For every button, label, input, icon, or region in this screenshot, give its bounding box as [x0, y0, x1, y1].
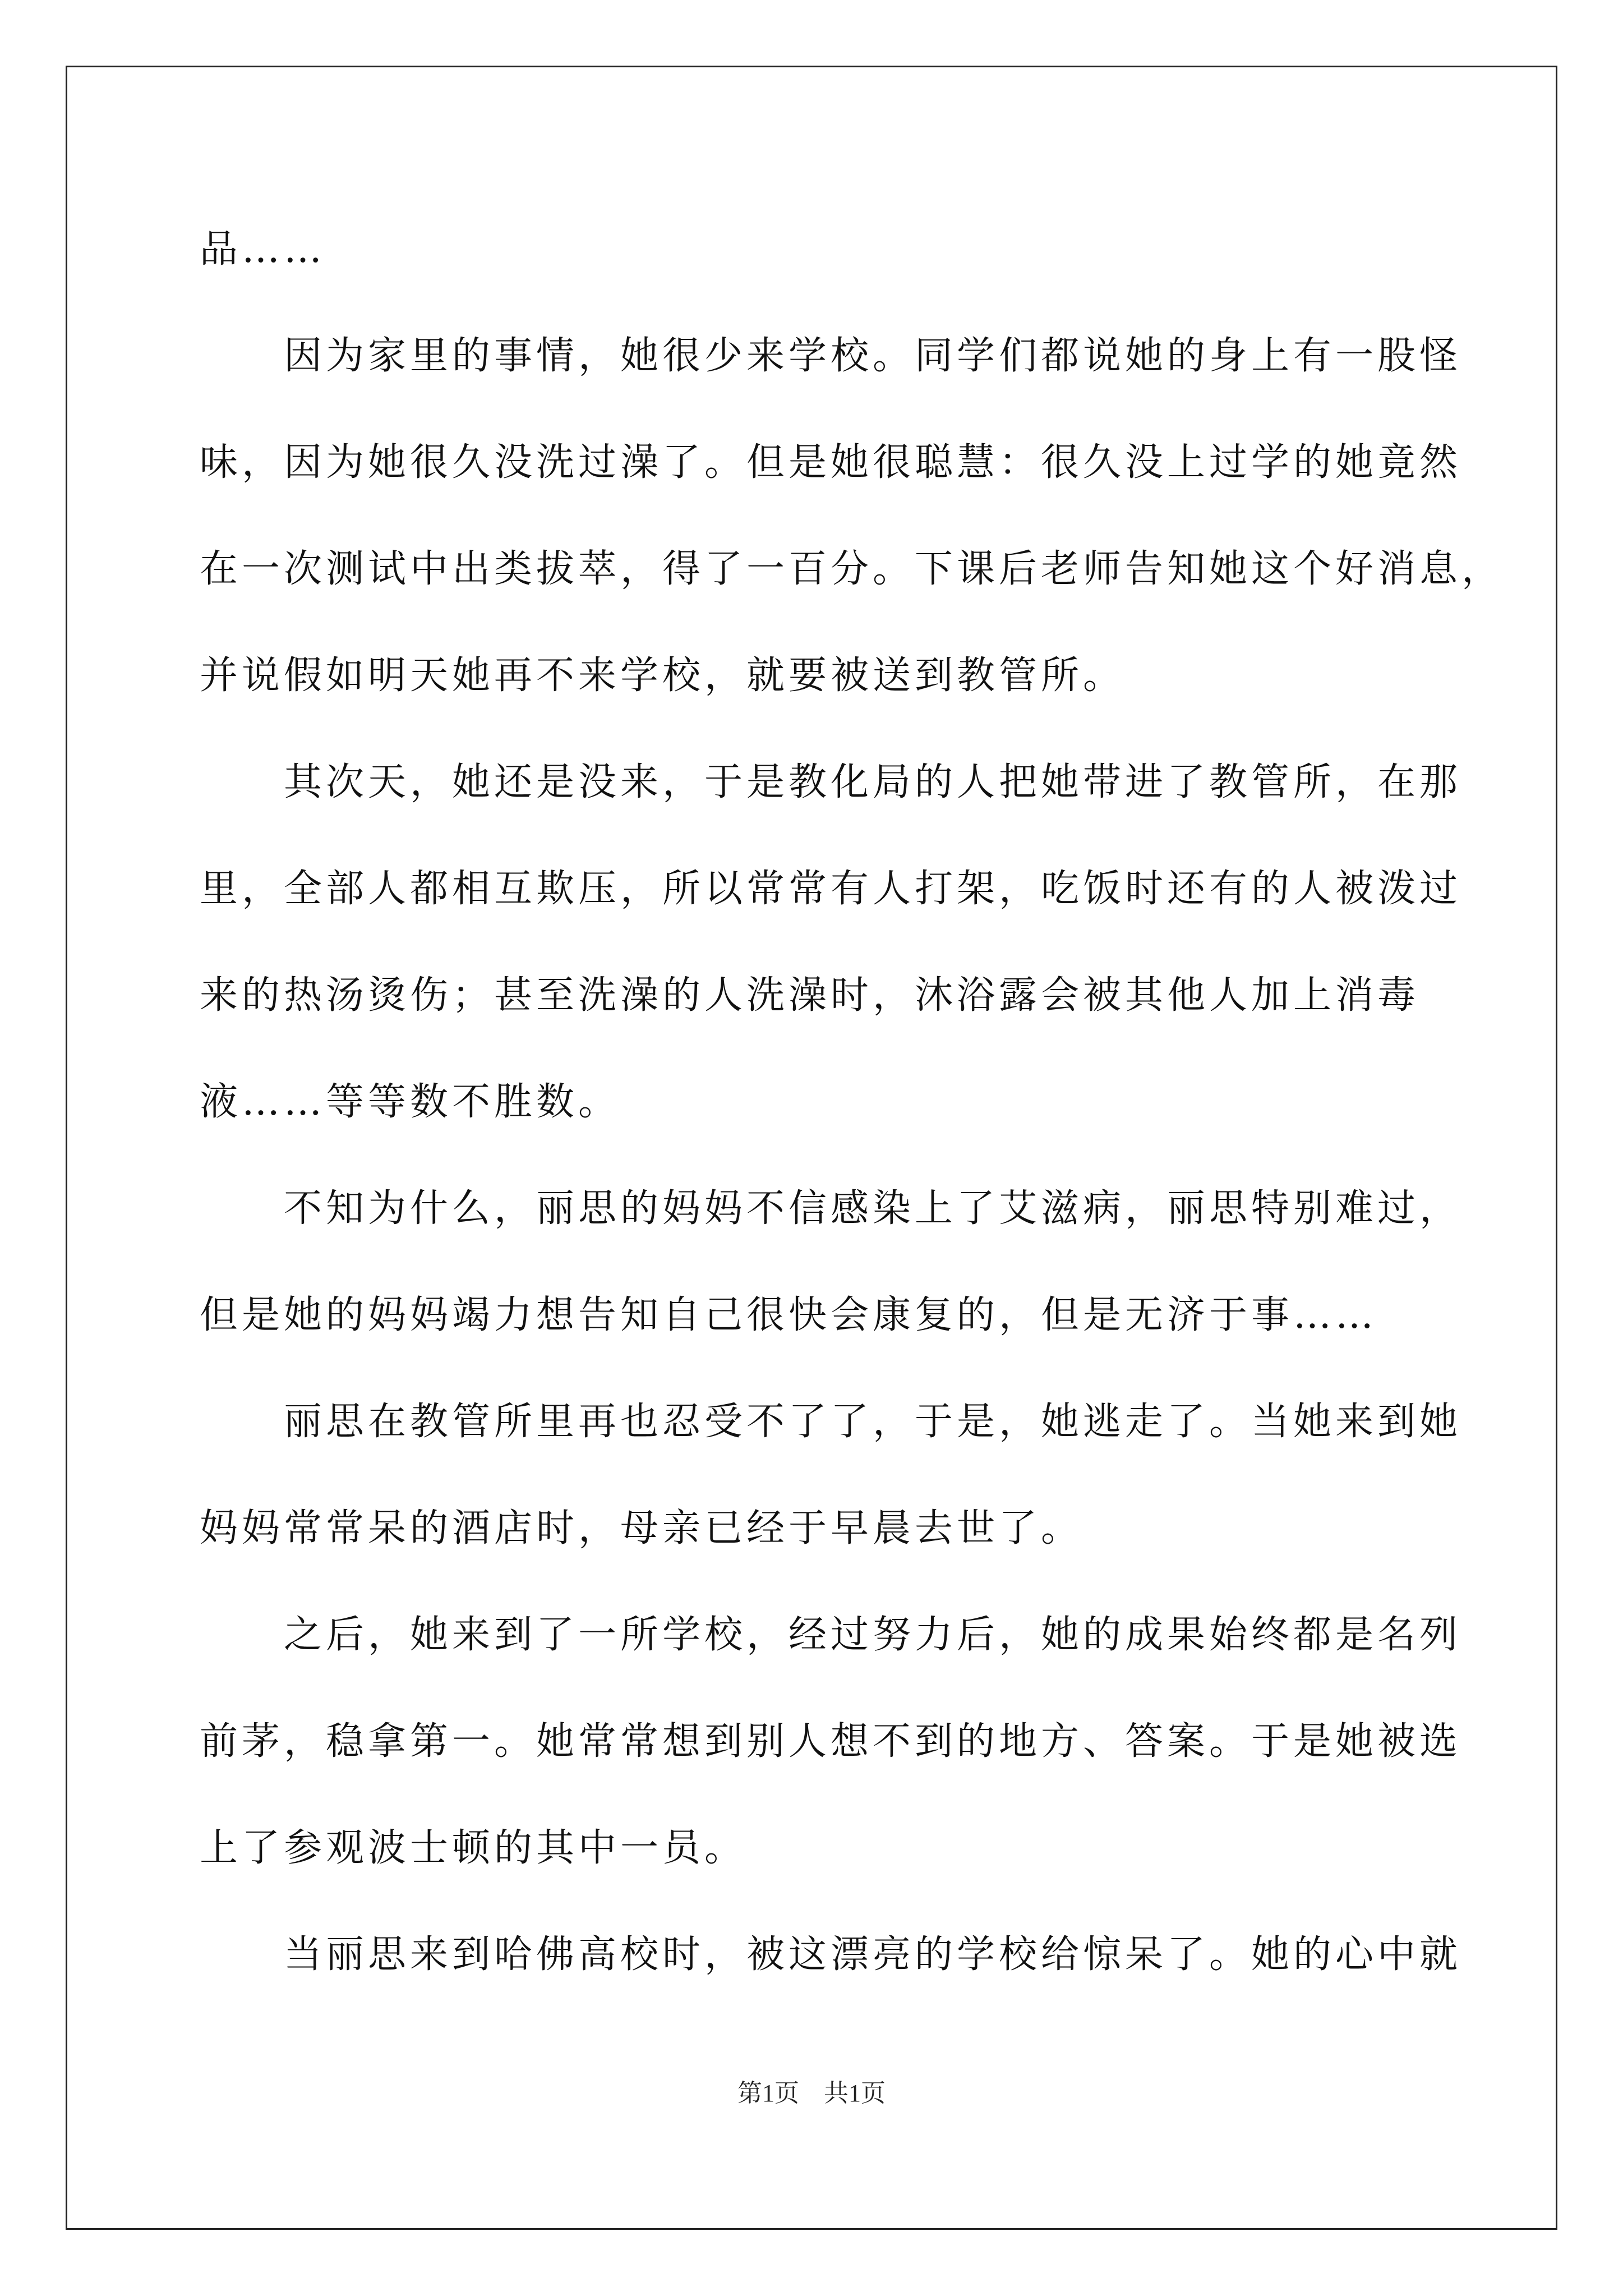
text-line: 里，全部人都相互欺压，所以常常有人打架，吃饭时还有的人被泼过	[200, 867, 1462, 911]
text-line: 上了参观波士顿的其中一员。	[200, 1826, 747, 1870]
text-line: 不知为什么，丽思的妈妈不信感染上了艾滋病，丽思特别难过，	[284, 1186, 1462, 1231]
document-body	[200, 210, 1504, 2022]
text-line: 前茅，稳拿第一。她常常想到别人想不到的地方、答案。于是她被选	[200, 1719, 1462, 1764]
text-line: 其次天，她还是没来，于是教化局的人把她带进了教管所，在那	[284, 760, 1462, 804]
text-line: 并说假如明天她再不来学校，就要被送到教管所。	[200, 654, 1126, 698]
text-line: 但是她的妈妈竭力想告知自己很快会康复的，但是无济于事……	[200, 1293, 1378, 1337]
text-line: 液……等等数不胜数。	[200, 1080, 621, 1124]
page-footer	[0, 2073, 1623, 2109]
text-line: 来的热汤烫伤；甚至洗澡的人洗澡时，沐浴露会被其他人加上消毒	[200, 973, 1420, 1018]
text-line: 因为家里的事情，她很少来学校。同学们都说她的身上有一股怪	[284, 334, 1462, 378]
text-line: 味，因为她很久没洗过澡了。但是她很聪慧：很久没上过学的她竟然	[200, 440, 1462, 485]
text-line: 在一次测试中出类拔萃，得了一百分。下课后老师告知她这个好消息，	[200, 547, 1504, 591]
text-line: 妈妈常常呆的酒店时，母亲已经于早晨去世了。	[200, 1506, 1083, 1550]
text-line: 品……	[200, 227, 326, 272]
text-line: 丽思在教管所里再也忍受不了了，于是，她逃走了。当她来到她	[284, 1400, 1462, 1444]
text-line: 当丽思来到哈佛高校时，被这漂亮的学校给惊呆了。她的心中就	[284, 1932, 1462, 1977]
text-line: 之后，她来到了一所学校，经过努力后，她的成果始终都是名列	[284, 1613, 1462, 1657]
page-number-label: 第1页 共1页	[737, 2079, 886, 2107]
